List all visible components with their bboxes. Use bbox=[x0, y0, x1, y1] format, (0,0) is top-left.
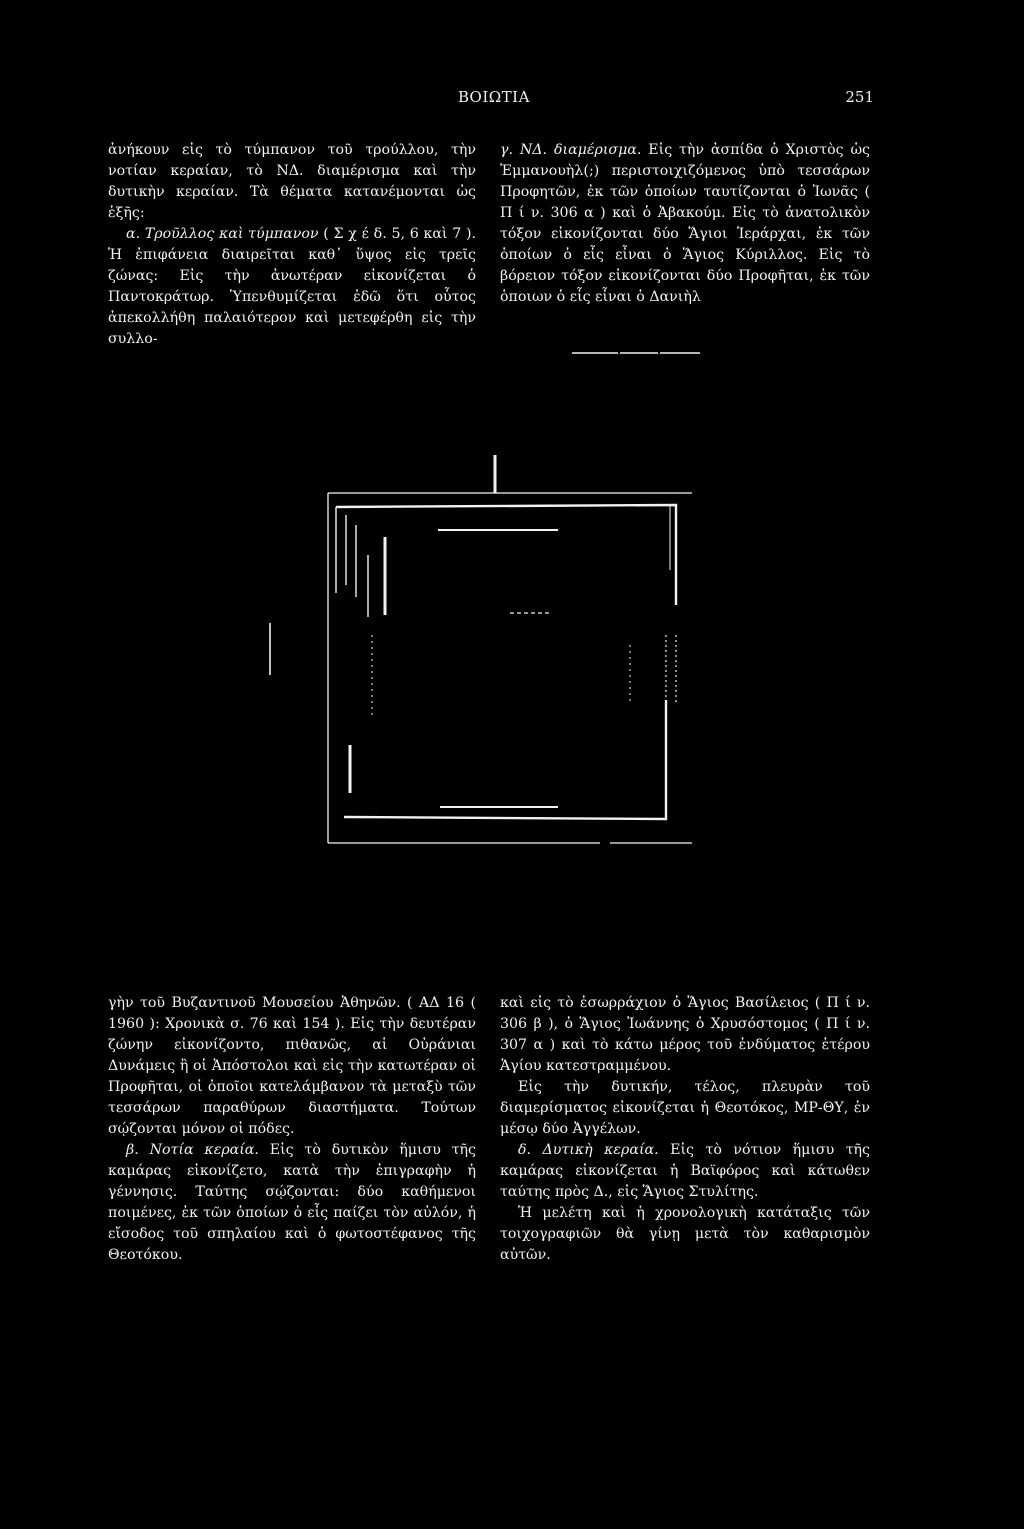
paragraph-troullos bbox=[108, 224, 476, 350]
section-label: δ. Δυτικὴ κεραία. bbox=[518, 1142, 659, 1158]
running-title: ΒΟΙΩΤΙΑ bbox=[458, 88, 530, 106]
column-top-left bbox=[108, 140, 476, 350]
floor-plan-drawing bbox=[260, 345, 720, 865]
paragraph-dytiki-keraia bbox=[500, 1140, 870, 1203]
paragraph-text: Εἰς τὸ νότιον ἥμισυ τῆς καμάρας εἰκονίζεται ἡ Βαϊφόρος καὶ κάτωθεν ταύτης πρὸς Δ., εἰς Ἅγιος Στυλίτης. bbox=[500, 1142, 870, 1200]
section-label: β. Νοτία κεραία. bbox=[126, 1142, 259, 1158]
paragraph-text: Εἰς τὴν ἀσπίδα ὁ Χριστὸς ὡς Ἐμμανουὴλ(;) περιστοιχιζόμενος ὑπὸ τεσσάρων Προφητῶν, ἐκ τῶν ὁποίων ταυτίζονται ὁ Ἰωνᾶς ( Π ί ν. 306 α ) καὶ ὁ Ἀβακούμ. Εἰς τὸ ἀνατολικὸν τόξον εἰκονίζονται δύο Ἅγιοι Ἱεράρχαι, ἐκ τῶν ὁποίων ὁ εἷς εἶναι ὁ Ἅγιος Κύριλλος. Εἰς τὸ βόρειον τόξον εἰκονίζονται δύο Προφῆται, ἐκ τῶν ὁποιων ὁ εἷς εἶναι ὁ Δανιὴλ bbox=[500, 142, 870, 305]
column-top-right bbox=[500, 140, 870, 308]
column-bottom-right bbox=[500, 993, 870, 1266]
paragraph-nd-diamerisma bbox=[500, 140, 870, 308]
paragraph: Εἰς τὴν δυτικήν, τέλος, πλευρὰν τοῦ διαμερίσματος εἰκονίζεται ἡ Θεοτόκος, ΜΡ-ΘΥ, ἐν μέσῳ δύο Ἀγγέλων. bbox=[500, 1079, 870, 1137]
page-number: 251 bbox=[845, 88, 874, 106]
paragraph: ἀνήκουν εἰς τὸ τύμπανον τοῦ τρούλλου, τὴν νοτίαν κεραίαν, τὸ ΝΔ. διαμέρισμα καὶ τὴν δυτικὴν κεραίαν. Τὰ θέματα κατανέμονται ὡς ἑξῆς: bbox=[108, 142, 476, 221]
paragraph: Ἡ μελέτη καὶ ἡ χρονολογικὴ κατάταξις τῶν τοιχογραφιῶν θὰ γίνῃ μετὰ τὸν καθαρισμὸν αὐτῶν. bbox=[500, 1205, 870, 1263]
section-label: γ. ΝΔ. διαμέρισμα. bbox=[500, 142, 642, 158]
paragraph-text: Εἰς τὸ δυτικὸν ἥμισυ τῆς καμάρας εἰκονίζετο, κατὰ τὴν ἐπιγραφὴν ἡ γέννησις. Ταύτης σῴζονται: δύο καθήμενοι ποιμένες, ἐκ τῶν ὁποίων ὁ εἷς παίζει τὸν αὐλόν, ἡ εἴσοδος τοῦ σπηλαίου καὶ ὁ φωτοστέφανος τῆς Θεοτόκου. bbox=[108, 1142, 476, 1263]
floor-plan-figure bbox=[260, 345, 720, 865]
section-label: α. Τροῦλλος καὶ τύμπανον bbox=[126, 226, 319, 242]
paragraph: γὴν τοῦ Βυζαντινοῦ Μουσείου Ἀθηνῶν. ( ΑΔ 16 ( 1960 ): Χρονικὰ σ. 76 καὶ 154 ). Εἰς τὴν δευτέραν ζώνην εἰκονίζοντο, πιθανῶς, αἱ Οὐράνιαι Δυνάμεις ἢ οἱ Ἀπόστολοι καὶ εἰς τὴν κατωτέραν οἱ Προφῆται, οἱ ὁποῖοι κατελάμβανον τὰ μεταξὺ τῶν τεσσάρων παραθύρων διαστήματα. Τούτων σῴζονται μόνον οἱ πόδες. bbox=[108, 995, 476, 1137]
paragraph-text: ( Σ χ έ δ. 5, 6 καὶ 7 ). Ἡ ἐπιφάνεια διαιρεῖται καθ᾽ ὕψος εἰς τρεῖς ζώνας: Εἰς τὴν ἀνωτέραν εἰκονίζεται ὁ Παντοκράτωρ. Ὑπενθυμίζεται ἐδῶ ὅτι οὗτος ἀπεκολλήθη παλαιότερον καὶ μετεφέρθη εἰς τὴν συλλο- bbox=[108, 226, 476, 347]
running-header bbox=[108, 88, 874, 112]
paragraph: καὶ εἰς τὸ ἐσωρράχιον ὁ Ἅγιος Βασίλειος ( Π ί ν. 306 β ), ὁ Ἅγιος Ἰωάννης ὁ Χρυσόστομος ( Π ί ν. 307 α ) καὶ τὸ κάτω μέρος τοῦ ἐνδύματος ἑτέρου Ἁγίου κατεστραμμένου. bbox=[500, 995, 870, 1074]
paragraph-notia-keraia bbox=[108, 1140, 476, 1266]
column-bottom-left bbox=[108, 993, 476, 1266]
